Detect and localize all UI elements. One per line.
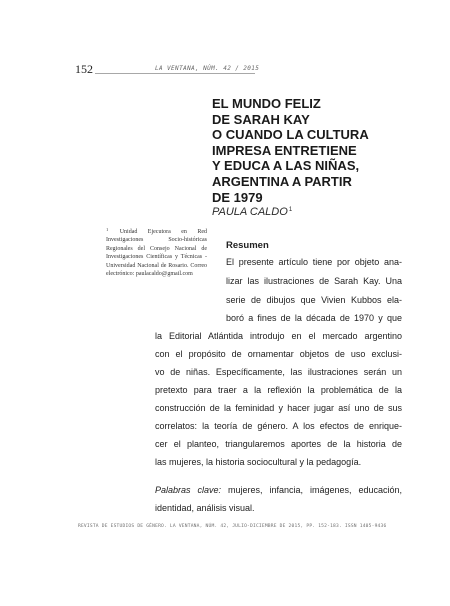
abstract-line: lizar las ilustraciones de Sarah Kay. Una xyxy=(226,276,402,286)
author-footnote-marker[interactable]: 1 xyxy=(288,207,293,214)
header-rule xyxy=(95,73,255,74)
abstract-line: con el propósito de ornamentar objetos de uso exclusi- xyxy=(155,349,402,359)
abstract-line: El presente artículo tiene por objeto ana- xyxy=(226,257,402,267)
abstract-line: serie de dibujos que Vivien Kubbos ela- xyxy=(226,295,402,305)
abstract-line: la Editorial Atlántida introdujo en el mercado argentino xyxy=(155,331,402,341)
abstract-heading: Resumen xyxy=(226,240,269,251)
title-line: EL MUNDO FELIZ xyxy=(212,96,321,111)
abstract-line: construcción de la feminidad y hacer jugar así uno de sus xyxy=(155,403,402,413)
footnote-marker: 1 xyxy=(106,227,109,232)
title-line: Y EDUCA A LAS NIÑAS, xyxy=(212,158,360,174)
footer-citation: REVISTA DE ESTUDIOS DE GÉNERO. LA VENTANA, NÚM. 42, JULIO-DICIEMBRE DE 2015, PP. 152-183. ISSN 1405-9436 xyxy=(78,524,387,529)
article-title xyxy=(212,96,412,205)
title-line: IMPRESA ENTRETIENE xyxy=(212,142,357,158)
title-line: O CUANDO LA CULTURA xyxy=(212,127,369,143)
abstract-line: pretexto para traer a la reflexión la problemática de la xyxy=(155,385,402,395)
abstract-line: cer el planteo, triangularemos aportes de la historia de xyxy=(155,439,402,449)
footnote-text: Unidad Ejecutora en Red Investigaciones Socio-históricas Regionales del Consejo Nacional de Investigaciones Científicas y Técnicas - Universidad Nacional de Rosario. Correo electrónico: paulacaldo@gmail.com xyxy=(106,229,208,278)
abstract-line: correlatos: la teoría de género. A los efectos de enrique- xyxy=(155,421,402,431)
keywords-line xyxy=(155,485,402,496)
footnote xyxy=(106,226,207,278)
keywords-list: mujeres, infancia, imágenes, educación, xyxy=(228,485,402,495)
title-line: DE SARAH KAY xyxy=(212,111,310,127)
page-number: 152 xyxy=(75,62,93,76)
journal-header: LA VENTANA, NÚM. 42 / 2015 xyxy=(155,65,260,72)
author-name-text: PAULA CALDO xyxy=(212,206,288,219)
author-name xyxy=(212,206,412,218)
keywords-line-continued: identidad, análisis visual. xyxy=(155,503,255,513)
title-line: DE 1979 xyxy=(212,189,263,205)
abstract-line: boró a fines de la década de 1970 y que xyxy=(226,313,402,323)
abstract-line: las mujeres, la historia sociocultural y la pedagogía. xyxy=(155,457,362,467)
abstract-line: vo de niñas. Específicamente, las ilustraciones serán un xyxy=(155,367,402,377)
title-line: ARGENTINA A PARTIR xyxy=(212,173,352,189)
keywords-label: Palabras clave: xyxy=(155,485,222,495)
article-title-block xyxy=(212,96,412,218)
